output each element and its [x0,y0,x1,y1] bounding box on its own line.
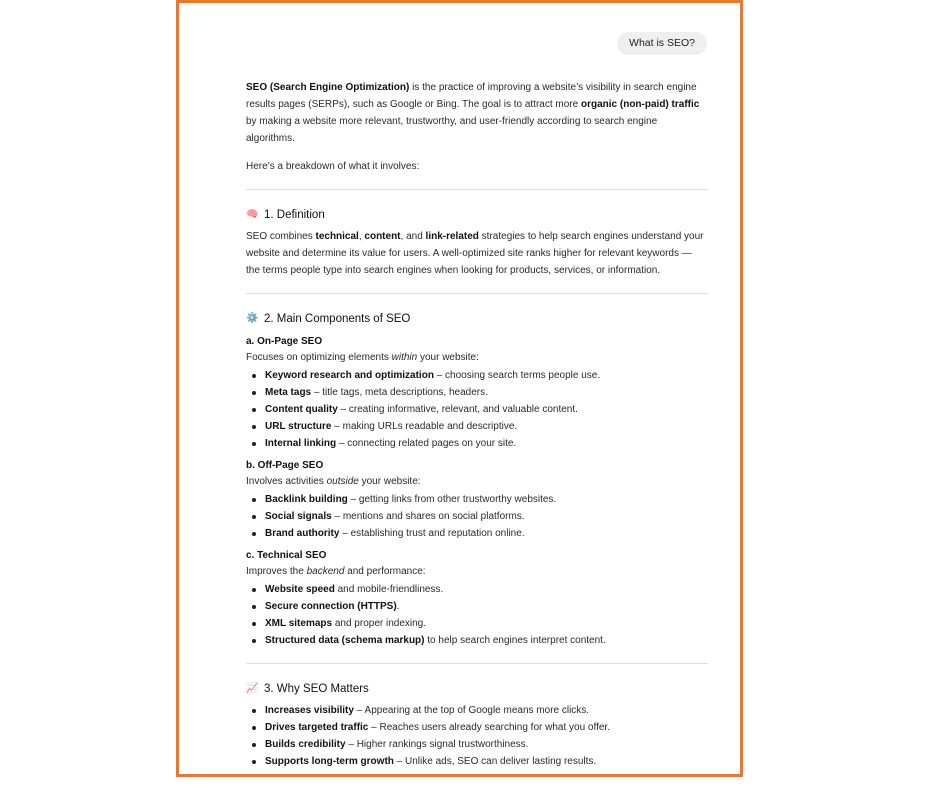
list-item [246,384,708,401]
list-item-bold: XML sitemaps [265,618,333,629]
list-item-bold: Keyword research and optimization [265,370,434,381]
intro-text-1: is the practice of improving a website’s visibility in search engine results pages (SERPs), such as Google or Bing. The goal is to attract more [246,82,697,110]
list-item [246,401,708,418]
definition-text-2: , [358,231,365,242]
list-item-text: – Reaches users already searching for what you offer. [368,722,610,733]
list-item [246,435,708,452]
assistant-response [246,79,708,770]
list-item-text: and mobile-friendliness. [334,584,444,595]
technical-desc-post: and performance: [344,566,426,577]
offpage-title: b. Off-Page SEO [246,460,324,471]
onpage-title: a. On-Page SEO [246,336,323,347]
offpage-desc [246,474,708,489]
list-item-text: – getting links from other trustworthy websites. [347,494,557,505]
why-list [246,702,708,770]
list-item [246,598,708,615]
user-message-bubble: What is SEO? [617,32,707,55]
section-why-title [246,680,708,698]
list-item [246,581,708,598]
list-item-bold: Backlink building [265,494,348,505]
list-item-bold: Drives targeted traffic [265,722,369,733]
list-item-text: and proper indexing. [332,618,427,629]
list-item-text: – mentions and shares on social platforms. [331,511,525,522]
offpage-list [246,491,708,542]
list-item [246,702,708,719]
divider [246,293,708,294]
definition-text-3: , and [400,231,426,242]
list-item-text: to help search engines interpret content. [424,635,606,646]
definition-text-1: SEO combines [246,231,316,242]
list-item [246,615,708,632]
intro-paragraph [246,79,708,147]
section-definition-title [246,206,708,224]
list-item-text: – Unlike ads, SEO can deliver lasting results. [393,756,597,767]
list-item-bold: Brand authority [265,528,340,539]
list-item [246,525,708,542]
brain-icon: 🧠 [246,209,259,220]
section-components-title [246,310,708,328]
list-item [246,753,708,770]
list-item-bold: Meta tags [265,387,312,398]
offpage-desc-em: outside [326,476,359,487]
technical-desc [246,564,708,579]
list-item-text: . [396,601,400,612]
divider [246,189,708,190]
gear-icon: ⚙️ [246,313,259,324]
intro-bold-organic: organic (non-paid) traffic [580,99,700,110]
list-item [246,418,708,435]
list-item-text: – Appearing at the top of Google means more clicks. [353,705,590,716]
list-item-bold: Secure connection (HTTPS) [265,601,397,612]
definition-text-4: strategies to help search engines understand your website and determine its value for users. A well-optimized site ranks higher for relevant keywords — the terms people type into search engines when looking for products, services, or information. [246,231,704,276]
onpage-list [246,367,708,452]
list-item [246,632,708,649]
list-item-text: – Higher rankings signal trustworthiness. [345,739,529,750]
list-item-text: – making URLs readable and descriptive. [331,421,518,432]
list-item-text: – creating informative, relevant, and valuable content. [337,404,578,415]
list-item-text: – choosing search terms people use. [433,370,601,381]
list-item-bold: Increases visibility [265,705,354,716]
divider [246,663,708,664]
list-item-bold: Content quality [265,404,338,415]
list-item-bold: Supports long-term growth [265,756,394,767]
definition-bold-content: content [364,231,401,242]
list-item [246,367,708,384]
list-item [246,508,708,525]
onpage-desc-pre: Focuses on optimizing elements [246,352,392,363]
technical-desc-em: backend [306,566,345,577]
list-item-text: – establishing trust and reputation online. [339,528,525,539]
intro-bold-seo: SEO (Search Engine Optimization) [246,82,410,93]
intro-breakdown: Here’s a breakdown of what it involves: [246,161,420,172]
onpage-desc-em: within [391,352,418,363]
list-item-text: – connecting related pages on your site. [336,438,517,449]
definition-bold-technical: technical [315,231,359,242]
list-item [246,736,708,753]
list-item [246,719,708,736]
definition-bold-link: link-related [425,231,479,242]
chart-increasing-icon: 📈 [246,683,259,694]
section-definition-heading: 1. Definition [264,209,325,221]
list-item-bold: Structured data (schema markup) [265,635,425,646]
section-why-heading: 3. Why SEO Matters [264,683,369,695]
technical-desc-pre: Improves the [246,566,307,577]
list-item [246,491,708,508]
list-item-bold: Internal linking [265,438,337,449]
list-item-bold: Builds credibility [265,739,346,750]
technical-list [246,581,708,649]
onpage-desc-post: your website: [417,352,479,363]
list-item-bold: URL structure [265,421,332,432]
chat-frame [176,0,743,777]
offpage-desc-post: your website: [358,476,421,487]
list-item-bold: Social signals [265,511,332,522]
offpage-desc-pre: Involves activities [246,476,327,487]
intro-text-2: by making a website more relevant, trustworthy, and user-friendly according to search engine algorithms. [246,116,658,144]
list-item-bold: Website speed [265,584,335,595]
onpage-desc [246,350,708,365]
technical-title: c. Technical SEO [246,550,327,561]
section-components-heading: 2. Main Components of SEO [264,313,411,325]
list-item-text: – title tags, meta descriptions, headers. [311,387,488,398]
definition-paragraph [246,228,708,279]
